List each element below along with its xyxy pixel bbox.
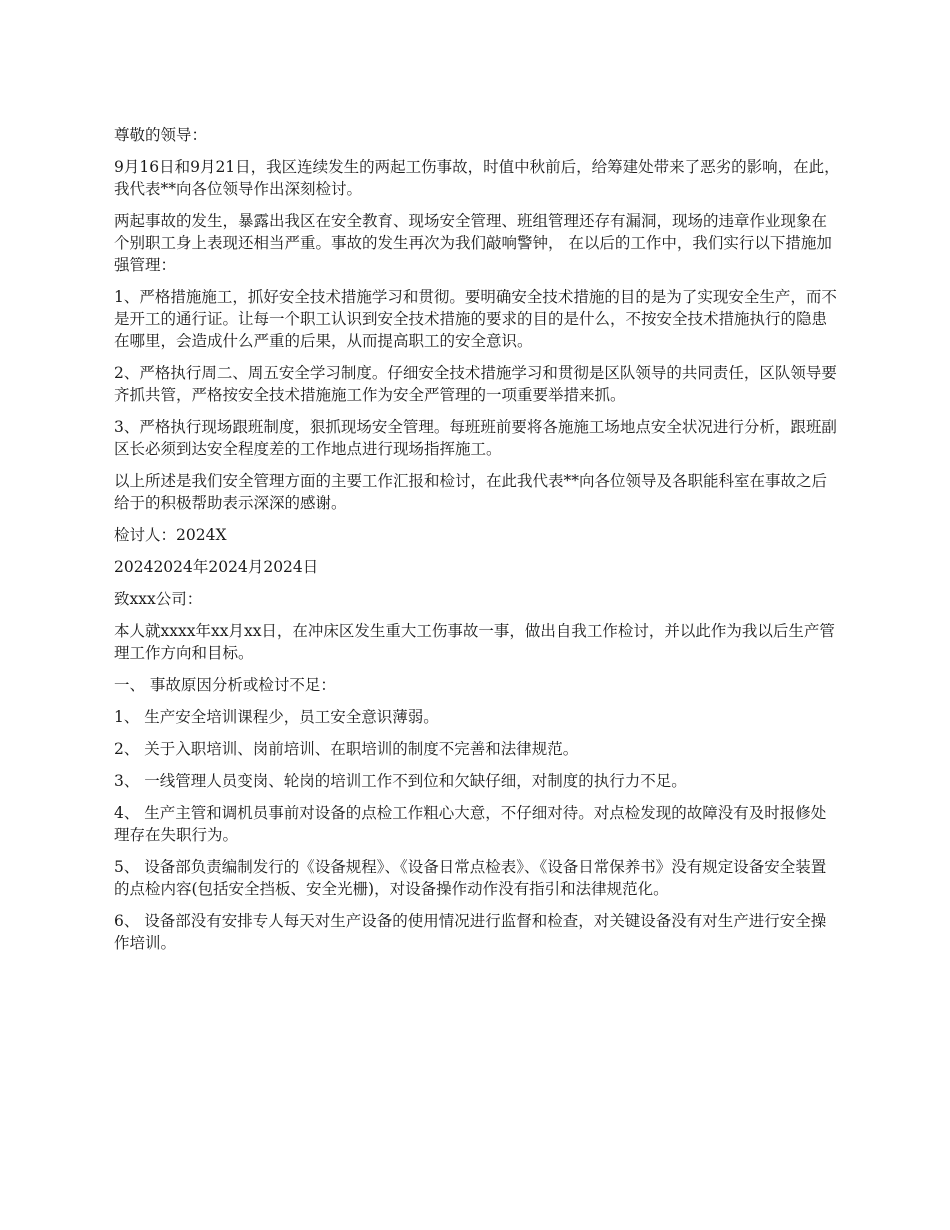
measure-item-2: 2、严格执行周二、周五安全学习制度。仔细安全技术措施学习和贯彻是区队领导的共同责任，区队领导要齐抓共管，严格按安全技术措施施工作为安全严管理的一项重要举措来抓。	[114, 364, 837, 404]
cause-item-5: 5、 设备部负责编制发行的《设备规程》、《设备日常点检表》、《设备日常保养书》没有规定设备安全装置的点检内容(包括安全挡板、安全光栅)，对设备操作动作没有指引和法律规范化。	[114, 858, 827, 898]
document-body	[114, 124, 840, 964]
paragraph-self-review: 本人就xxxx年xx月xx日，在冲床区发生重大工伤事故一事，做出自我工作检讨，并以此作为我以后生产管理工作方向和目标。	[114, 622, 835, 662]
paragraph-closing: 以上所述是我们安全管理方面的主要工作汇报和检讨，在此我代表**向各位领导及各职能科室在事故之后给于的积极帮助表示深深的感谢。	[114, 472, 828, 512]
cause-item-4: 4、 生产主管和调机员事前对设备的点检工作粗心大意，不仔细对待。对点检发现的故障没有及时报修处理存在失职行为。	[114, 804, 827, 844]
date-line: 20242024年2024月2024日	[114, 558, 319, 576]
cause-item-3: 3、 一线管理人员变岗、轮岗的培训工作不到位和欠缺仔细，对制度的执行力不足。	[114, 772, 687, 790]
cause-item-1: 1、 生产安全培训课程少，员工安全意识薄弱。	[114, 708, 439, 726]
section-heading-causes: 一、 事故原因分析或检讨不足：	[114, 676, 336, 694]
cause-item-6: 6、 设备部没有安排专人每天对生产设备的使用情况进行监督和检查，对关键设备没有对生产进行安全操作培训。	[114, 912, 827, 952]
signature-line: 检讨人：2024X	[114, 526, 227, 544]
paragraph-exposure: 两起事故的发生，暴露出我区在安全教育、现场安全管理、班组管理还存有漏洞，现场的违章作业现象在个别职工身上表现还相当严重。事故的发生再次为我们敲响警钟， 在以后的工作中，我们实行以下措施加强管理：	[114, 212, 832, 274]
measure-item-3: 3、严格执行现场跟班制度，狠抓现场安全管理。每班班前要将各施施工场地点安全状况进行分析，跟班副区长必须到达安全程度差的工作地点进行现场指挥施工。	[114, 418, 837, 458]
paragraph-incident-intro: 9月16日和9月21日，我区连续发生的两起工伤事故，时值中秋前后，给筹建处带来了恶劣的影响，在此，我代表**向各位领导作出深刻检讨。	[114, 158, 840, 198]
recipient-line: 致xxx公司：	[114, 590, 203, 608]
salutation: 尊敬的领导：	[114, 126, 208, 144]
measure-item-1: 1、严格措施施工，抓好安全技术措施学习和贯彻。要明确安全技术措施的目的是为了实现安全生产，而不是开工的通行证。让每一个职工认识到安全技术措施的要求的目的是什么，不按安全技术措施执行的隐患在哪里，会造成什么严重的后果，从而提高职工的安全意识。	[114, 288, 837, 350]
cause-item-2: 2、 关于入职培训、岗前培训、在职培训的制度不完善和法律规范。	[114, 740, 579, 758]
